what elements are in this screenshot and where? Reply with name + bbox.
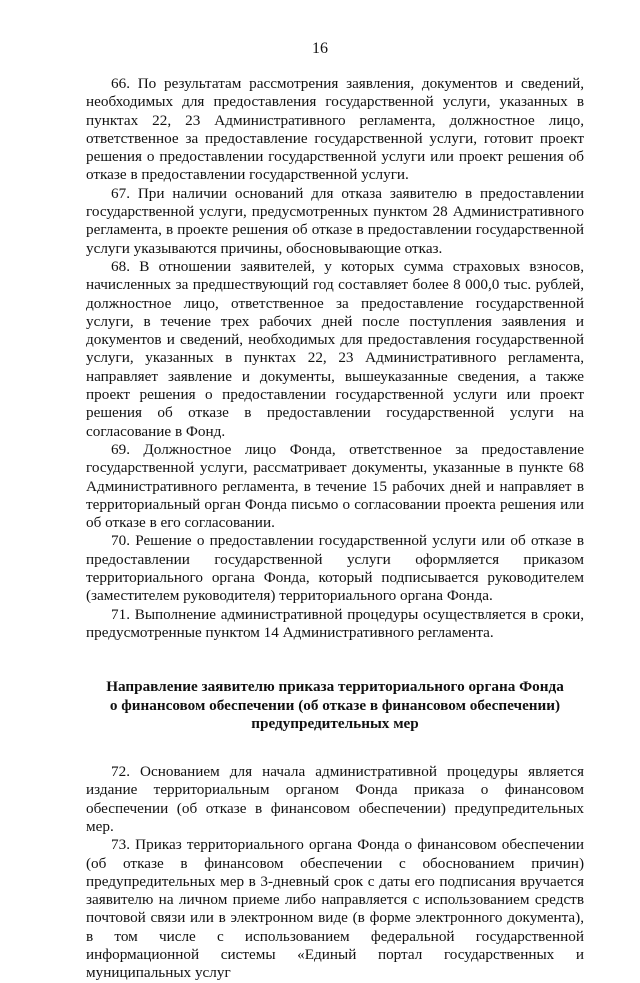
paragraph-72: 72. Основанием для начала административной процедуры является издание территориальным органом Фонда приказа о финансовом обеспечении (об отказе в финансовом обеспечении) предупредительных мер. [86,763,584,835]
paragraph-68: 68. В отношении заявителей, у которых сумма страховых взносов, начисленных за предшествующий год составляет более 8 000,0 тыс. рублей, должностное лицо, ответственное за предоставление государственной услуги, в течение трех рабочих дней после поступления заявления и документов и сведений, необходимых для предоставления государственной услуги, указанных в пунктах 22, 23 Административного регламента, направляет заявление и документы, вышеуказанные сведения, а также проект решения о предоставлении государственной услуги или проект решения об отказе в предоставлении государственной услуги на согласование в Фонд. [86,257,584,440]
paragraph-71: 71. Выполнение административной процедуры осуществляется в сроки, предусмотренные пунктом 14 Административного регламента. [86,605,584,641]
paragraph-70: 70. Решение о предоставлении государственной услуги или об отказе в предоставлении государственной услуги оформляется приказом территориального органа Фонда, который подписывается руководителем (заместителем руководителя) территориального органа Фонда. [86,532,584,605]
paragraph-73: 73. Приказ территориального органа Фонда о финансовом обеспечении (об отказе в финансовом обеспечении с обоснованием причин) предупредительных мер в 3-дневный срок с даты его подписания вручается заявителю на личном приеме либо направляется с использованием средств почтовой связи или в электронном виде (в форме электронного документа), в том числе с использованием федеральной государственной информационной системы «Единый портал государственных и муниципальных услуг [86,836,584,982]
document-body [86,75,584,983]
section-heading [86,678,584,733]
paragraph-69: 69. Должностное лицо Фонда, ответственное за предоставление государственной услуги, рассматривает документы, указанные в пункте 68 Административного регламента, в течение 15 рабочих дней и направляет в территориальный орган Фонда письмо о согласовании проекта решения или об отказе в его согласовании. [86,440,584,532]
section-heading-line-2: о финансовом обеспечении (об отказе в финансовом обеспечении) [109,696,561,714]
paragraph-66: 66. По результатам рассмотрения заявления, документов и сведений, необходимых для предоставления государственной услуги, указанных в пунктах 22, 23 Административного регламента, должностное лицо, ответственное за предоставление государственной услуги, готовит проект решения о предоставлении государственной услуги или проект решения об отказе в предоставлении государственной услуги. [86,75,584,184]
section-heading-line-1: Направление заявителю приказа территориального органа Фонда [106,678,564,696]
paragraph-67: 67. При наличии оснований для отказа заявителю в предоставлении государственной услуги, предусмотренных пунктом 28 Административного регламента, в проекте решения об отказе в предоставлении государственной услуги указываются причины, обосновывающие отказ. [86,184,584,257]
section-heading-line-3: предупредительных мер [251,714,419,732]
page-number: 16 [312,40,328,57]
